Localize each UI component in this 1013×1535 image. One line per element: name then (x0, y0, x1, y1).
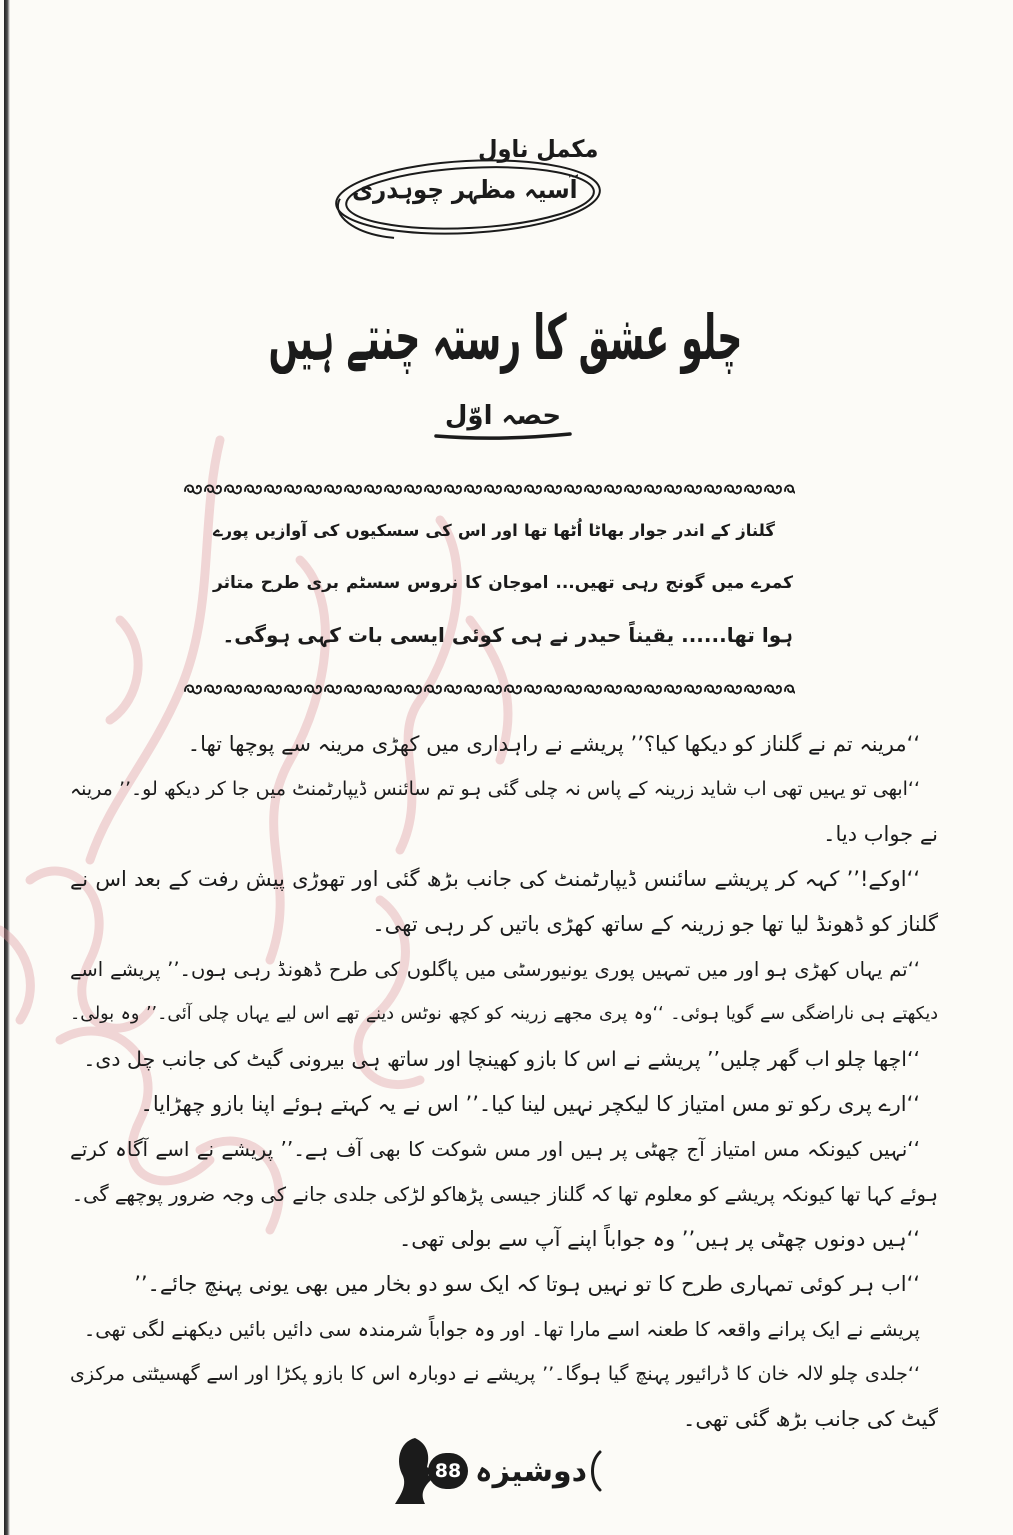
body-line: ‘‘اوکے!’’ کہہ کر پریشے سائنس ڈیپارٹمنٹ کی جانب بڑھ گئی اور تھوڑی پیش رفت کے بعد اس نے (70, 867, 920, 891)
body-line: دیکھتے ہی ناراضگی سے گویا ہوئی۔ ‘‘وہ پری مجھے زرینہ کو کچھ نوٹس دینے تھے اس لیے یہاں چلی آئی۔’’ وہ بولی۔ (70, 1004, 938, 1024)
ornament-border-top (183, 479, 795, 499)
body-line: ‘‘ہیں دونوں چھٹی پر ہیں’’ وہ جواباً اپنے آپ سے بولی تھی۔ (398, 1227, 920, 1251)
scan-edge (4, 0, 10, 1535)
body-line: ‘‘ارے پری رکو تو مس امتیاز کا لیکچر نہیں لینا کیا۔’’ اس نے یہ کہتے ہوئے اپنا بازو چھڑایا۔ (140, 1092, 920, 1116)
body-line: گیٹ کی جانب بڑھ گئی تھی۔ (683, 1407, 938, 1431)
author-name (352, 167, 578, 211)
body-line: ‘‘ابھی تو یہیں تھی اب شاید زرینہ کے پاس نہ چلی گئی ہو تم سائنس ڈیپارٹمنٹ میں جا کر دیکھ لو۔’’ مرینہ (70, 778, 920, 800)
body-line: ‘‘اچھا چلو اب گھر چلیں’’ پریشے نے اس کا بازو کھینچا اور ساتھ ہی بیرونی گیٹ کی جانب چل دی۔ (83, 1047, 920, 1071)
intro-line: کمرے میں گونج رہی تھیں... اموجان کا نروس سسٹم بری طرح متاثر (213, 573, 793, 593)
body-line: ‘‘مرینہ تم نے گلناز کو دیکھا کیا؟’’ پریشے نے راہداری میں کھڑی مرینہ سے پوچھا تھا۔ (187, 732, 920, 756)
part-heading-text: حصہ اوّل (444, 401, 562, 431)
body-line: ‘‘تم یہاں کھڑی ہو اور میں تمہیں پوری یونیورسٹی میں پاگلوں کی طرح ڈھونڈ رہی ہوں۔’’ پریشے اسے (70, 958, 920, 981)
magazine-logo (470, 1446, 592, 1496)
body-line: ‘‘اب ہر کوئی تمہاری طرح کا تو نہیں ہوتا کہ ایک سو دو بخار میں بھی یونی پہنچ جائے۔’’ (134, 1272, 920, 1296)
novel-title (268, 278, 742, 396)
body-text (70, 722, 938, 1442)
body-line: گلناز کو ڈھونڈ لیا تھا جو زرینہ کے ساتھ کھڑی باتیں کر رہی تھی۔ (372, 912, 938, 936)
magazine-logo-text: دوشیزہ (474, 1453, 588, 1489)
body-line: ‘‘نہیں کیونکہ مس امتیاز آج چھٹی پر ہیں اور مس شوکت کا بھی آف ہے۔’’ پریشے نے اسے آگاہ کرتے (70, 1137, 920, 1161)
novel-label-text: مکمل ناول (477, 135, 599, 163)
intro-paragraph (213, 505, 793, 661)
novel-title-text: چلو عشق کا رستہ چنتے ہیں (268, 300, 742, 374)
page-number: 88 (428, 1453, 468, 1489)
magazine-logo-swoosh (586, 1446, 606, 1496)
intro-line: ہوا تھا...... یقیناً حیدر نے ہی کوئی ایسی بات کہی ہوگی۔ (222, 623, 793, 647)
body-line: ہوئے کہا تھا کیونکہ پریشے کو معلوم تھا کہ گلناز جیسی پڑھاکو لڑکی جلدی جانے کی وجہ ضرور پوچھے گی۔ (71, 1183, 938, 1206)
author-name-text: آسیہ مظہر چوہدری (352, 174, 578, 204)
body-line: نے جواب دیا۔ (823, 822, 938, 846)
body-line: پریشے نے ایک پرانے واقعہ کا طعنہ اسے مارا تھا۔ اور وہ جواباً شرمندہ سی دائیں بائیں دیکھنے لگی تھی۔ (83, 1318, 920, 1341)
intro-line: گلناز کے اندر جوار بھاٹا اُٹھا تھا اور اس کی سسکیوں کی آوازیں پورے (213, 521, 775, 540)
part-underline (428, 428, 578, 444)
body-line: ‘‘جلدی چلو لالہ خان کا ڈرائیور پہنچ گیا ہوگا۔’’ پریشے نے دوبارہ اس کا بازو پکڑا اور اسے گھسیٹتی مرکزی (70, 1363, 920, 1385)
ornament-border-bottom (183, 679, 795, 699)
magazine-logo-figure-icon (393, 1436, 433, 1506)
